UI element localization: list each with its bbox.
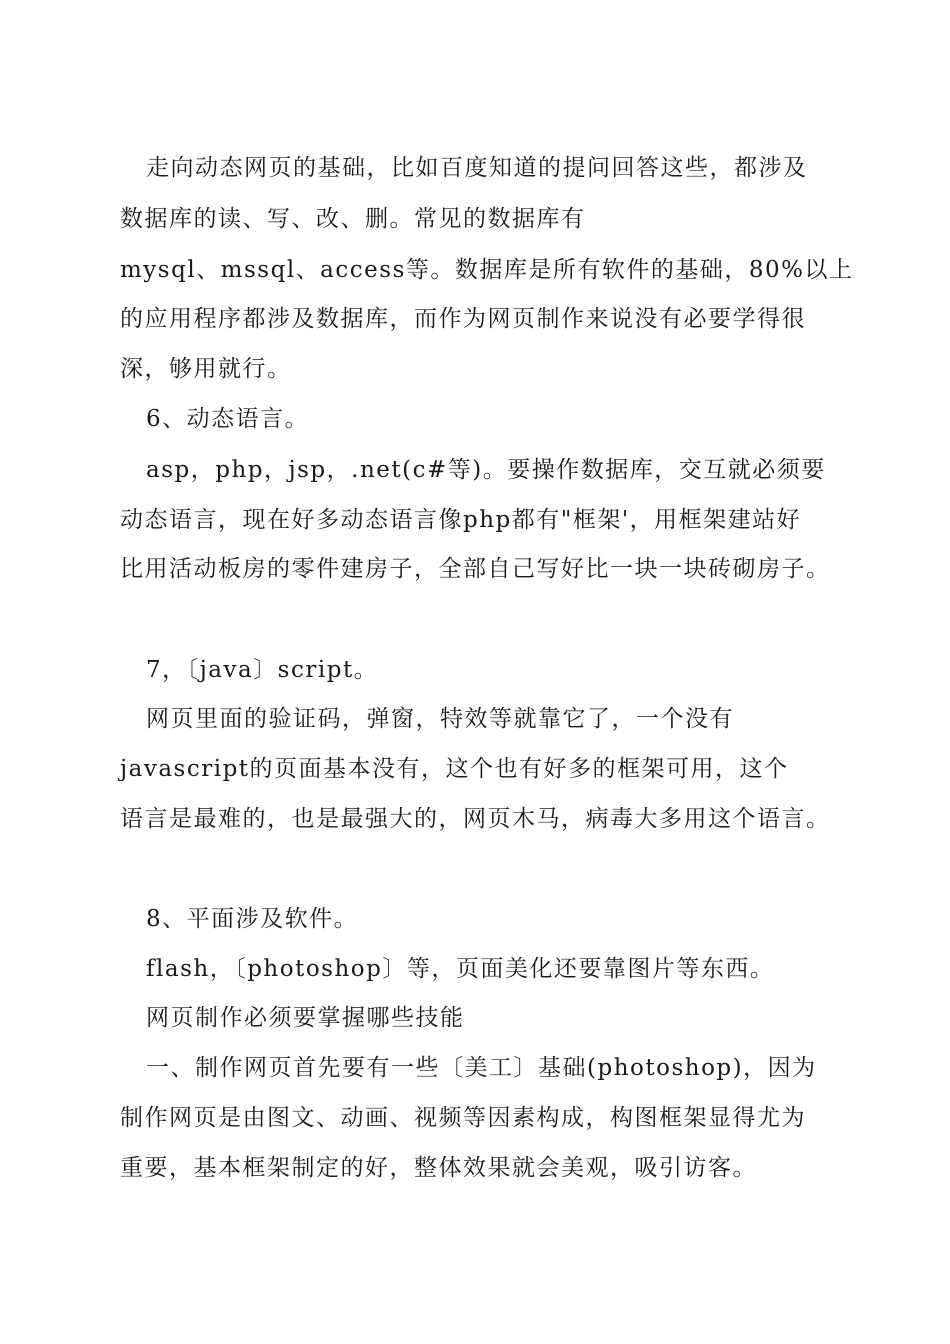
section-heading: 6、动态语言。	[146, 406, 310, 432]
section-heading: 8、平面涉及软件。	[146, 906, 359, 932]
text-line: 深，够用就行。	[120, 356, 292, 382]
text-line: 走向动态网页的基础，比如百度知道的提问回答这些，都涉及	[146, 155, 808, 181]
text-line: 动态语言，现在好多动态语言像php都有"框架'，用框架建站好	[120, 507, 802, 533]
text-line: 重要，基本框架制定的好，整体效果就会美观，吸引访客。	[120, 1155, 757, 1181]
section-heading: 7，〔java〕script。	[146, 657, 379, 683]
subheading: 网页制作必须要掌握哪些技能	[146, 1005, 465, 1031]
text-line: 一、制作网页首先要有一些〔美工〕基础(photoshop)，因为	[146, 1055, 817, 1081]
text-line: flash，〔photoshop〕等，页面美化还要靠图片等东西。	[146, 956, 775, 982]
text-line: 语言是最难的，也是最强大的，网页木马，病毒大多用这个语言。	[120, 806, 831, 832]
text-line: 数据库的读、写、改、删。常见的数据库有	[120, 206, 586, 232]
text-line: 制作网页是由图文、动画、视频等因素构成，构图框架显得尤为	[120, 1105, 806, 1131]
text-line: asp，php，jsp，.net(c#等)。要操作数据库，交互就必须要	[146, 457, 826, 483]
text-line: 比用活动板房的零件建房子，全部自己写好比一块一块砖砌房子。	[120, 556, 831, 582]
text-line: 网页里面的验证码，弹窗，特效等就靠它了，一个没有	[146, 706, 734, 732]
text-line: mysql、mssql、access等。数据库是所有软件的基础，80%以上	[120, 257, 854, 283]
text-line: 的应用程序都涉及数据库，而作为网页制作来说没有必要学得很	[120, 306, 806, 332]
text-line: javascript的页面基本没有，这个也有好多的框架可用，这个	[120, 756, 789, 782]
